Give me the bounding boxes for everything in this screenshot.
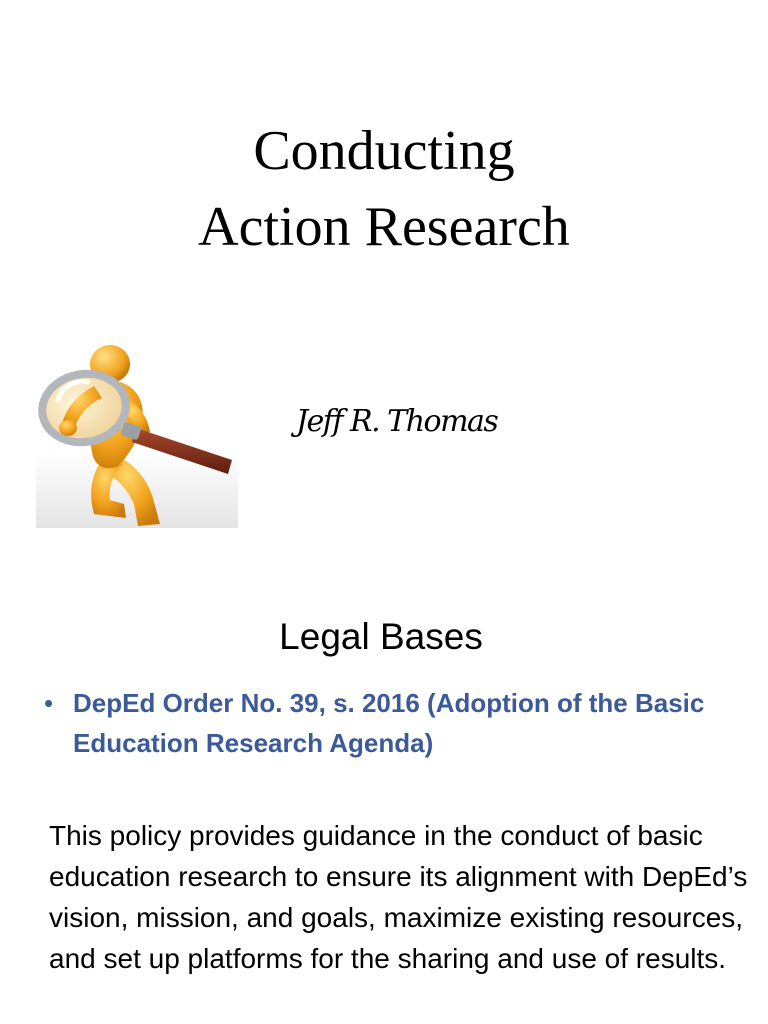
policy-description: This policy provides guidance in the conduct of basic education research to ensure its alignment with DepEd’s vision, mission, and goals, maximize existing resources, and set up platforms for the sharing and use of results. bbox=[49, 820, 748, 974]
list-item bbox=[44, 683, 744, 763]
section-heading: Legal Bases bbox=[279, 616, 483, 657]
bullet-icon: • bbox=[44, 688, 54, 718]
legal-bases-list bbox=[44, 683, 744, 763]
author-name: Jeff R. Thomas bbox=[296, 404, 498, 439]
page-title bbox=[0, 113, 768, 265]
title-line-2: Action Research bbox=[198, 196, 570, 258]
title-line-1: Conducting bbox=[253, 120, 515, 182]
person-with-magnifying-glass-icon bbox=[36, 342, 238, 528]
list-item-text: DepEd Order No. 39, s. 2016 (Adoption of the Basic Education Research Agenda) bbox=[73, 688, 705, 758]
